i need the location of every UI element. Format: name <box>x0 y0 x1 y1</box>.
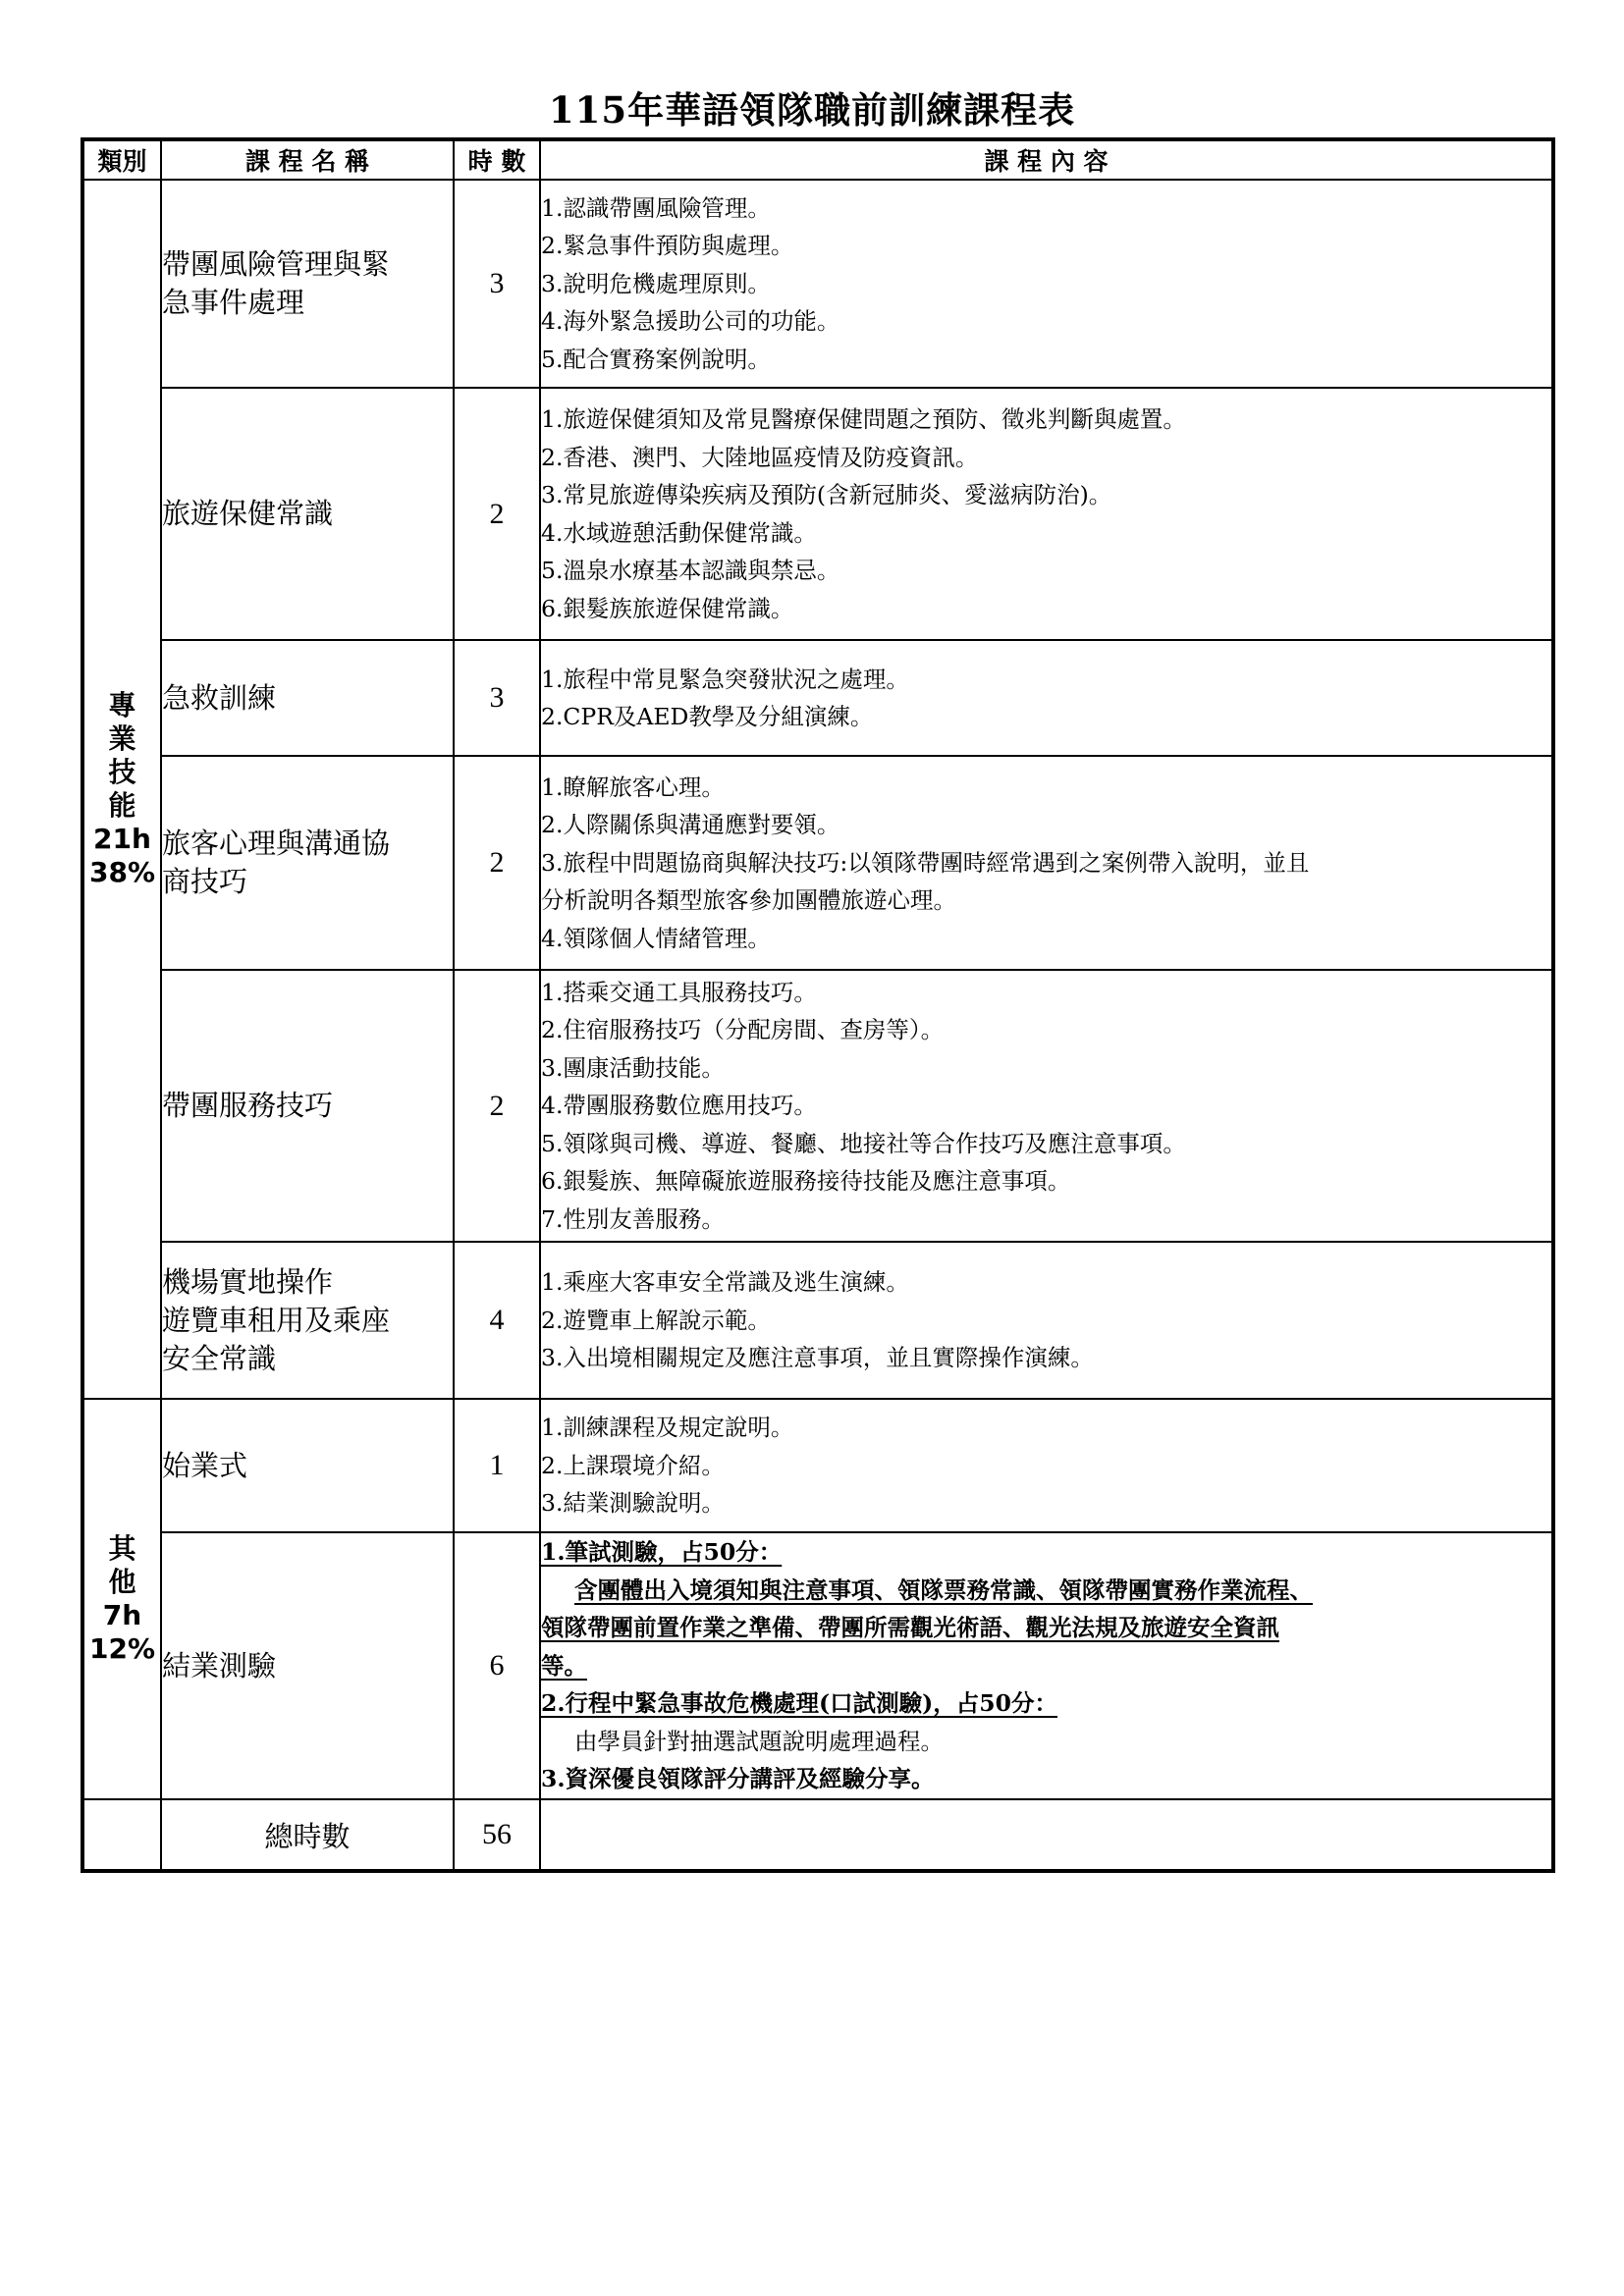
content-line: 含團體出入境須知與注意事項、領隊票務常識、領隊帶團實務作業流程、 <box>574 1575 1313 1604</box>
course-hours: 2 <box>454 756 540 970</box>
course-name-line: 安全常識 <box>162 1341 277 1375</box>
content-line: 3.說明危機處理原則。 <box>541 269 771 297</box>
course-name <box>161 388 454 640</box>
course-hours: 2 <box>454 970 540 1242</box>
total-hours: 56 <box>454 1799 540 1871</box>
content-line: 分析說明各類型旅客參加團體旅遊心理。 <box>541 886 956 915</box>
category-percent: 38% <box>88 856 156 888</box>
course-hours: 2 <box>454 388 540 640</box>
course-name <box>161 970 454 1242</box>
course-name <box>161 1242 454 1399</box>
category-professional-skills <box>82 180 161 1399</box>
content-line: 5.溫泉水療基本認識與禁忌。 <box>541 557 840 584</box>
content-line: 7.性別友善服務。 <box>541 1204 725 1233</box>
content-line: 4.帶團服務數位應用技巧。 <box>541 1092 817 1120</box>
course-schedule-table <box>81 137 1555 1873</box>
course-name-line: 急救訓練 <box>162 680 277 715</box>
course-content <box>540 1532 1553 1799</box>
course-name-line: 結業測驗 <box>162 1648 277 1682</box>
course-content <box>540 756 1553 970</box>
page-title: 115年華語領隊職前訓練課程表 <box>548 88 1076 132</box>
course-content <box>540 640 1553 756</box>
header-hours: 時 數 <box>454 139 540 180</box>
category-char: 其 <box>108 1532 136 1565</box>
table-row <box>82 180 1553 388</box>
content-line: 2.香港、澳門、大陸地區疫情及防疫資訊。 <box>541 443 979 471</box>
content-line: 1.認識帶團風險管理。 <box>541 193 771 222</box>
content-line: 3.旅程中問題協商與解決技巧:以領隊帶團時經常遇到之案例帶入說明，並且 <box>541 848 1310 877</box>
content-line: 5.領隊與司機、導遊、餐廳、地接社等合作技巧及應注意事項。 <box>541 1129 1186 1157</box>
content-line: 等。 <box>541 1651 587 1680</box>
table-row <box>82 1399 1553 1532</box>
course-name-line: 急事件處理 <box>162 286 305 319</box>
content-line: 2.行程中緊急事故危機處理(口試測驗)，占50分： <box>541 1689 1057 1718</box>
total-label: 總時數 <box>161 1799 454 1871</box>
course-name-line: 機場實地操作 <box>162 1264 334 1299</box>
table-row <box>82 1532 1553 1799</box>
content-line: 4.海外緊急援助公司的功能。 <box>541 307 840 336</box>
table-header-row <box>82 139 1553 180</box>
content-line: 領隊帶團前置作業之準備、帶團所需觀光術語、觀光法規及旅遊安全資訊 <box>541 1614 1279 1642</box>
content-line: 3.團康活動技能。 <box>541 1053 725 1082</box>
course-content <box>540 1242 1553 1399</box>
course-content <box>540 388 1553 640</box>
total-category-cell <box>82 1799 161 1871</box>
course-hours: 1 <box>454 1399 540 1532</box>
course-name <box>161 756 454 970</box>
course-name <box>161 1399 454 1532</box>
category-other <box>82 1399 161 1799</box>
header-content: 課 程 內 容 <box>540 139 1553 180</box>
content-line: 4.水域遊憩活動保健常識。 <box>541 518 817 547</box>
content-line: 2.緊急事件預防與處理。 <box>541 232 794 260</box>
total-row <box>82 1799 1553 1871</box>
content-line: 1.筆試測驗，占50分： <box>541 1538 783 1567</box>
content-line: 3.結業測驗說明。 <box>541 1489 725 1518</box>
total-content-cell <box>540 1799 1553 1871</box>
category-char: 能 <box>108 789 136 822</box>
content-line: 1.訓練課程及規定說明。 <box>541 1414 794 1442</box>
content-line: 由學員針對抽選試題說明處理過程。 <box>574 1727 944 1755</box>
course-hours: 6 <box>454 1532 540 1799</box>
content-line: 1.瞭解旅客心理。 <box>541 773 725 801</box>
course-name-line: 帶團風險管理與緊 <box>162 247 391 281</box>
category-hours: 7h <box>102 1599 142 1631</box>
course-content <box>540 970 1553 1242</box>
table-row <box>82 756 1553 970</box>
course-name-line: 旅客心理與溝通協 <box>162 827 391 860</box>
course-name-line: 遊覽車租用及乘座 <box>162 1303 391 1337</box>
content-line: 1.旅遊保健須知及常見醫療保健問題之預防、徵兆判斷與處置。 <box>541 405 1186 433</box>
content-line: 2.CPR及AED教學及分組演練。 <box>541 703 874 730</box>
header-course-name: 課 程 名 稱 <box>161 139 454 180</box>
table-row <box>82 1242 1553 1399</box>
category-percent: 12% <box>88 1632 156 1665</box>
category-char: 業 <box>108 722 136 755</box>
content-line: 3.常見旅遊傳染疾病及預防(含新冠肺炎、愛滋病防治)。 <box>541 481 1112 508</box>
content-line: 1.乘座大客車安全常識及逃生演練。 <box>541 1268 909 1297</box>
table-row <box>82 640 1553 756</box>
content-line: 4.領隊個人情緒管理。 <box>541 924 771 952</box>
table-row <box>82 970 1553 1242</box>
course-name-line: 帶團服務技巧 <box>162 1089 334 1122</box>
content-line: 2.住宿服務技巧（分配房間、查房等）。 <box>541 1016 945 1044</box>
course-content <box>540 180 1553 388</box>
category-char: 專 <box>108 689 136 721</box>
content-line: 1.搭乘交通工具服務技巧。 <box>541 978 817 1006</box>
content-line: 2.人際關係與溝通應對要領。 <box>541 811 840 839</box>
header-category: 類別 <box>82 139 161 180</box>
content-line: 5.配合實務案例說明。 <box>541 345 771 373</box>
category-hours: 21h <box>93 823 151 855</box>
content-line: 1.旅程中常見緊急突發狀況之處理。 <box>541 665 909 693</box>
content-line: 3.資深優良領隊評分講評及經驗分享。 <box>541 1765 935 1793</box>
course-name <box>161 640 454 756</box>
table-row <box>82 388 1553 640</box>
course-name-line: 始業式 <box>162 1448 248 1482</box>
content-line: 2.遊覽車上解說示範。 <box>541 1306 771 1334</box>
course-hours: 3 <box>454 180 540 388</box>
content-line: 3.入出境相關規定及應注意事項，並且實際操作演練。 <box>541 1344 1094 1372</box>
course-hours: 4 <box>454 1242 540 1399</box>
course-name-line: 旅遊保健常識 <box>162 497 334 530</box>
course-name <box>161 180 454 388</box>
course-name-line: 商技巧 <box>162 865 248 898</box>
course-name <box>161 1532 454 1799</box>
content-line: 6.銀髮族、無障礙旅遊服務接待技能及應注意事項。 <box>541 1167 1071 1196</box>
category-char: 他 <box>108 1566 136 1598</box>
course-hours: 3 <box>454 640 540 756</box>
category-char: 技 <box>108 756 136 788</box>
course-content <box>540 1399 1553 1532</box>
content-line: 2.上課環境介紹。 <box>541 1451 725 1479</box>
content-line: 6.銀髮族旅遊保健常識。 <box>541 594 794 622</box>
